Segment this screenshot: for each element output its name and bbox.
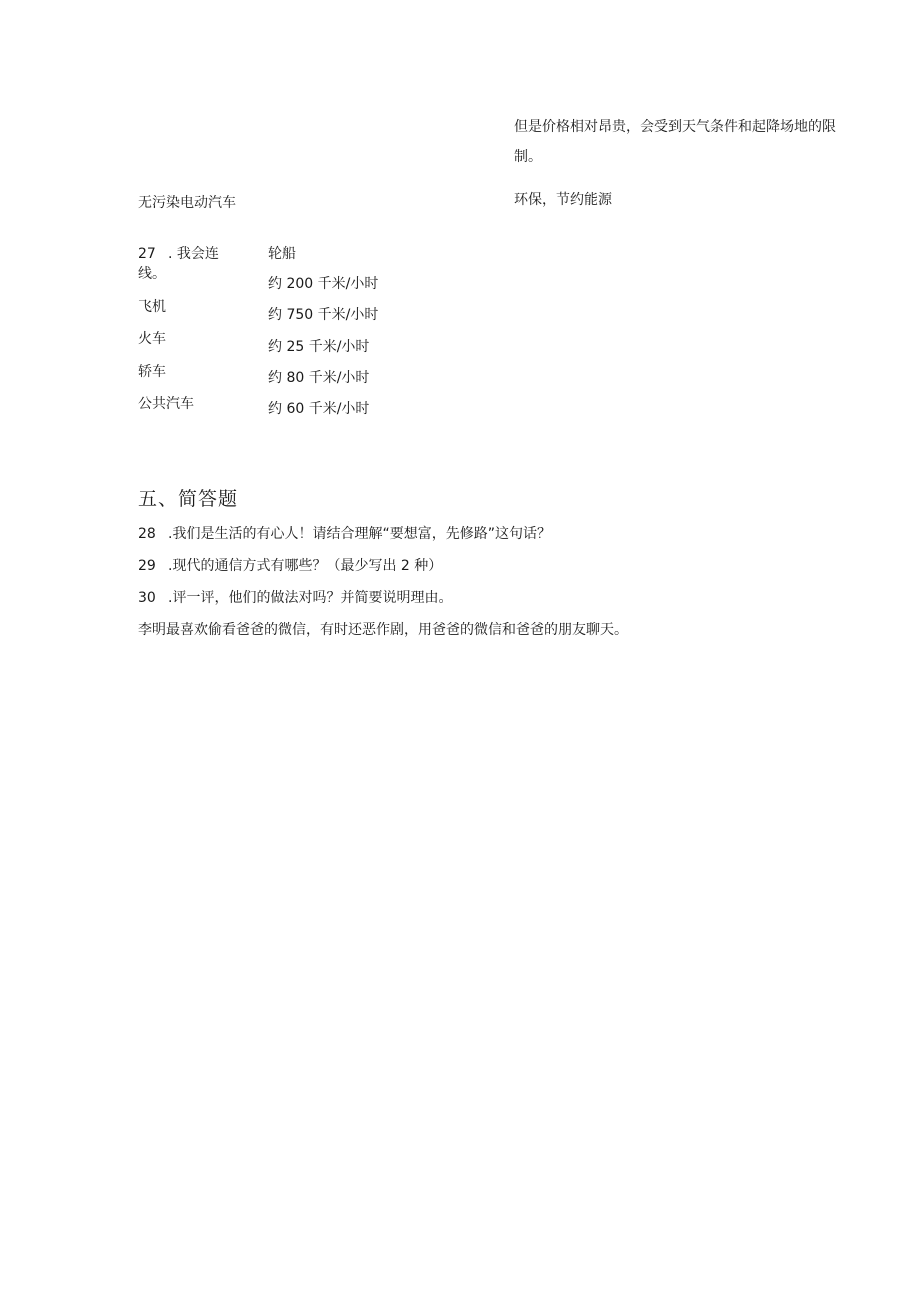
vehicle-car: 轿车: [138, 364, 166, 380]
airplane-description-line2: 制。: [514, 149, 542, 165]
q30-scenario: 李明最喜欢偷看爸爸的微信，有时还恶作剧，用爸爸的微信和爸爸的朋友聊天。: [138, 622, 628, 638]
vehicle-plane: 飞机: [138, 299, 166, 315]
airplane-description-line1: 但是价格相对昂贵，会受到天气条件和起降场地的限: [514, 119, 836, 135]
q30-text: .评一评，他们的做法对吗？并简要说明理由。: [168, 590, 453, 606]
speed-60: 约 60 千米/小时: [268, 401, 370, 417]
speed-200: 约 200 千米/小时: [268, 276, 379, 292]
q27-text-1: . 我会连: [168, 246, 219, 262]
electric-car-label: 无污染电动汽车: [138, 195, 236, 211]
vehicle-train: 火车: [138, 331, 166, 347]
question-29: [138, 557, 442, 575]
electric-car-feature: 环保，节约能源: [514, 192, 612, 208]
q30-number: 30: [138, 590, 156, 606]
speed-750: 约 750 千米/小时: [268, 307, 379, 323]
q27-number: 27: [138, 246, 156, 262]
q27-line2: 线。: [138, 266, 166, 282]
vehicle-bus: 公共汽车: [138, 396, 194, 412]
q29-text: .现代的通信方式有哪些？（最少写出 2 种）: [168, 558, 443, 574]
q28-text: .我们是生活的有心人！请结合理解“要想富，先修路”这句话？: [168, 526, 551, 542]
q27-line1: [138, 245, 219, 263]
speed-25: 约 25 千米/小时: [268, 339, 370, 355]
question-28: [138, 525, 551, 543]
section-title: 五、简答题: [138, 488, 239, 510]
question-30: [138, 589, 452, 607]
vehicle-ship: 轮船: [268, 246, 296, 262]
q29-number: 29: [138, 558, 156, 574]
q28-number: 28: [138, 526, 156, 542]
speed-80: 约 80 千米/小时: [268, 370, 370, 386]
